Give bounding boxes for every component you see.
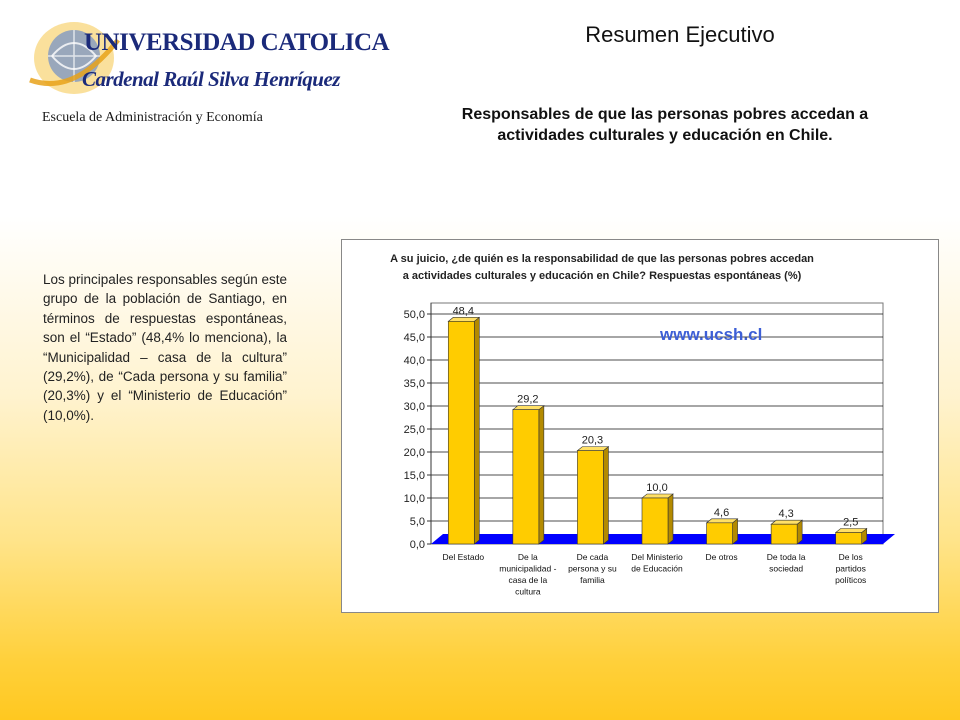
bar-top [771, 520, 802, 524]
x-tick-label: políticos [835, 575, 867, 585]
bar-top [642, 494, 673, 498]
y-tick-label: 10,0 [403, 493, 425, 505]
bar [771, 524, 797, 544]
x-tick-label: familia [580, 575, 605, 585]
y-tick-label: 5,0 [409, 516, 425, 528]
y-tick-label: 0,0 [409, 539, 425, 551]
x-tick-label: sociedad [769, 563, 804, 574]
page-title: Resumen Ejecutivo [585, 22, 775, 47]
data-label: 20,3 [581, 434, 604, 447]
x-tick-label: Del Ministerio [631, 552, 683, 562]
x-tick-label: cultura [515, 586, 541, 597]
bar-top [707, 519, 738, 523]
chart-title-line: a actividades culturales y educación en Chile? Respuestas espontáneas (%) [402, 270, 802, 282]
bar [707, 523, 733, 544]
bar-top [513, 406, 544, 410]
x-tick-label: De toda la [766, 552, 806, 562]
y-tick-label: 40,0 [403, 355, 425, 367]
y-tick-label: 20,0 [403, 447, 425, 459]
x-tick-label: de Educación [631, 563, 683, 574]
x-tick-label: partidos [835, 563, 866, 574]
school-name: Escuela de Administración y Economía [42, 110, 263, 125]
x-tick-label: De cada [576, 552, 609, 562]
logo-line2: Cardenal Raúl Silva Henríquez [82, 67, 340, 91]
bar [577, 451, 603, 544]
x-tick-label: De otros [705, 552, 738, 562]
y-tick-label: 30,0 [403, 401, 425, 413]
data-label: 2,5 [843, 516, 859, 529]
data-label: 48,4 [452, 305, 474, 318]
bar [513, 410, 539, 544]
data-label: 29,2 [517, 393, 539, 406]
bar-side [668, 494, 673, 544]
y-tick-label: 25,0 [403, 424, 425, 436]
x-tick-label: casa de la [508, 575, 548, 585]
x-tick-label: Del Estado [442, 552, 485, 562]
x-tick-label: municipalidad - [499, 563, 557, 574]
chart-subtitle: Responsables de que las personas pobres accedan a actividades culturales y educación en Chile. [461, 106, 869, 144]
y-tick-label: 45,0 [403, 332, 425, 344]
chart-title-line: A su juicio, ¿de quién es la responsabilidad de que las personas pobres accedan [390, 253, 814, 265]
watermark-text: www.ucsh.cl [660, 325, 763, 344]
bar [642, 498, 668, 544]
data-label: 10,0 [646, 482, 668, 494]
bar [836, 533, 862, 545]
y-tick-label: 35,0 [403, 378, 425, 390]
bar-chart [342, 240, 938, 612]
bar-side [474, 317, 479, 544]
summary-paragraph: Los principales responsables según este grupo de la población de Santiago, en términos de respuestas espontáneas, son el “Estado” (48,4% lo menciona), la “Municipalidad – casa de la cultura” (29,2%), de “Cada persona y su familia” (20,3%) y el “Ministerio de Educación” (10,0%). [43, 272, 287, 423]
bar-top [448, 317, 479, 321]
bar-top [577, 447, 608, 451]
x-tick-label: persona y su [568, 563, 617, 574]
bar-side [539, 406, 544, 544]
x-tick-label: De la [517, 552, 538, 562]
data-label: 4,6 [713, 506, 730, 519]
y-tick-label: 50,0 [403, 309, 425, 321]
bar-side [603, 447, 608, 544]
data-label: 4,3 [778, 508, 794, 521]
university-logo [22, 10, 390, 106]
bar-top [836, 529, 867, 533]
y-tick-label: 15,0 [403, 470, 425, 482]
bar [448, 321, 474, 544]
x-tick-label: De los [838, 552, 863, 562]
chart-container [341, 239, 939, 613]
logo-line1: UNIVERSIDAD CATOLICA [84, 29, 390, 56]
